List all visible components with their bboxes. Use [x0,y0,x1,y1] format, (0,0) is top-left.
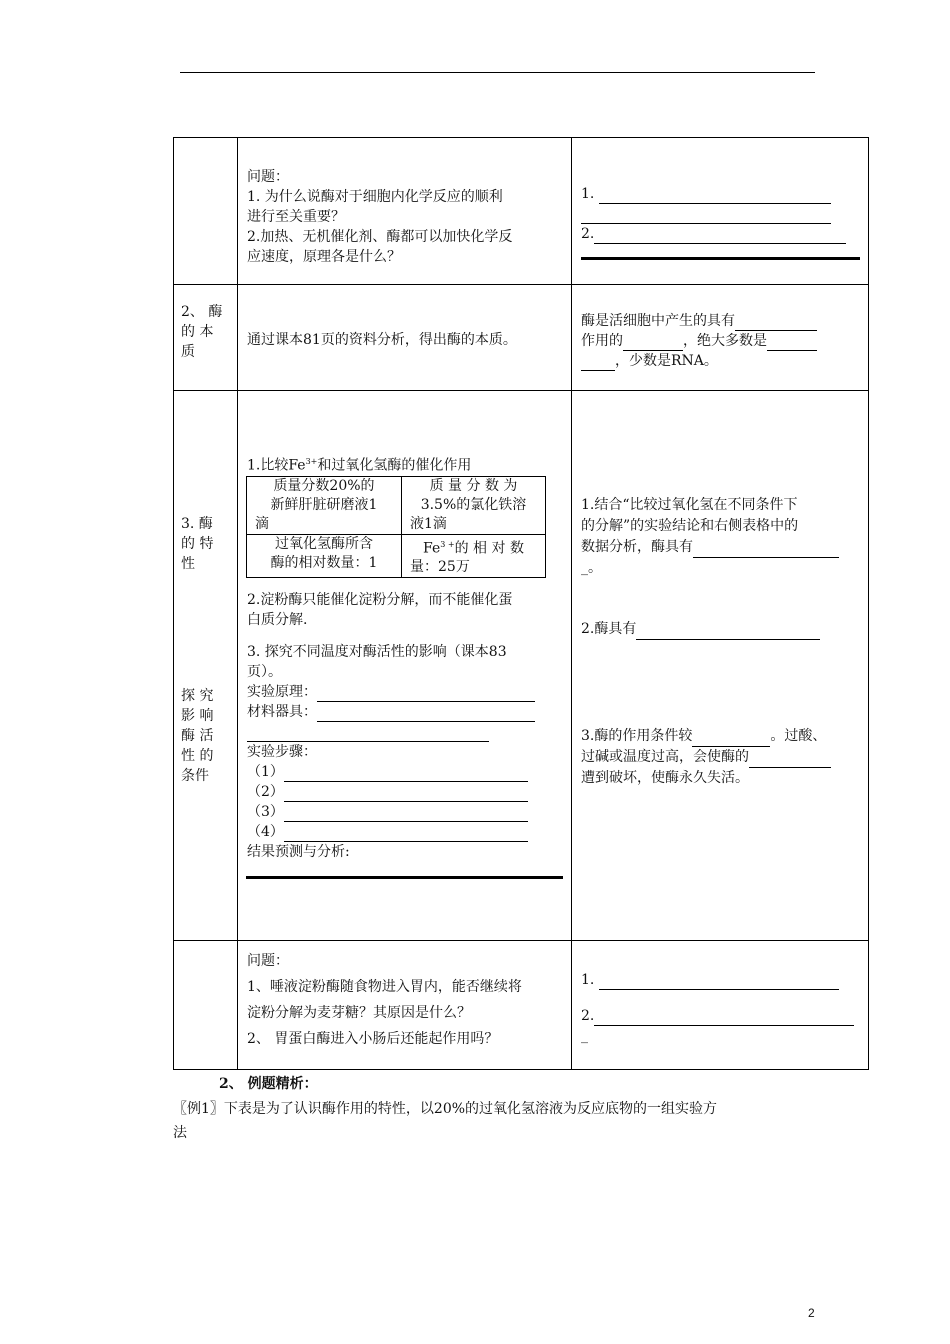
nature-text: 酶是活细胞中产生的具有 [581,313,735,329]
property-3-text: 过碱或温度过高，会使酶的 [581,749,749,765]
row3-experiment-cell [247,452,567,862]
property-1-blank[interactable] [693,557,839,558]
label-line: 的 特 [181,536,214,552]
row4-answer-cell [581,970,866,1046]
property-1-line1: 1.结合“比较过氧化氢在不同条件下 [581,497,798,513]
step-number: （2） [247,784,284,801]
step-number: （4） [247,824,284,841]
nature-blank-3[interactable] [767,350,817,351]
question-1-line1: 1. 为什么说酶对于细胞内化学反应的顺利 [247,189,503,205]
label-line: 性 [181,556,195,572]
answer-1-number: 1. [581,186,595,202]
nature-text: ，少数是RNA。 [615,353,718,369]
property-2-blank[interactable] [636,639,820,640]
answer-1-blank[interactable] [599,989,839,990]
item-2-line1: 2.淀粉酶只能催化淀粉分解，而不能催化蛋 [247,592,513,609]
question-2-line2: 应速度，原理各是什么？ [247,249,401,265]
step-number: （1） [247,764,284,781]
answer-2-end: _ [581,1028,588,1044]
nature-blank-4[interactable] [581,370,615,371]
question-1-line2: 进行至关重要？ [247,209,345,225]
result-label: 结果预测与分析: [247,844,350,861]
section-heading: 2、 例题精析： [219,1076,318,1092]
label-line: 条件 [181,768,209,784]
steps-label: 实验步骤： [247,744,317,761]
row1-thick-rule [581,257,860,260]
property-1-line3: 数据分析，酶具有 [581,539,693,555]
row2-label-cell [181,302,231,362]
property-3-text: 3.酶的作用条件较 [581,728,693,744]
nature-text: 作用的 [581,333,623,349]
row3-answer-cell [581,495,866,789]
comparison-cell-fe-count: $Fe^{3 +}$的 相 对 数 量：25万 [402,534,546,578]
answer-2-number: 2. [581,1008,595,1024]
question-title: 问题： [247,953,289,969]
row4-question-cell [247,948,567,1052]
label-line: 质 [181,344,195,360]
property-2-text: 2.酶具有 [581,621,637,637]
question-2-line1: 2.加热、无机催化剂、酶都可以加快化学反 [247,229,513,245]
label-line: 性 的 [181,748,214,764]
question-title: 问题： [247,169,289,185]
property-3-text: 遭到破坏，使酶永久失活。 [581,770,749,786]
example-line2: 法 [173,1125,187,1141]
comparison-cell-enzyme-count: 过氧化氢酶所含 酶的相对数量：1 [247,534,402,578]
answer-2-blank[interactable] [594,1025,854,1026]
page-number: 2 [808,1306,815,1320]
property-1-line2: 的分解”的实验结论和右侧表格中的 [581,518,799,534]
step-number: （3） [247,804,284,821]
comparison-cell-liver: 质量分数20%的 新鲜肝脏研磨液1 滴 [247,476,402,534]
answer-1-number: 1. [581,972,595,988]
label-line: 影 响 [181,708,214,724]
label-line: 酶 活 [181,728,214,744]
property-1-end: _。 [581,560,602,576]
header-rule [180,72,815,73]
row1-question-cell [247,167,567,267]
item-1-heading: 1.比较$Fe^{3+}$和过氧化氢酶的催化作用 [247,457,472,474]
materials-label: 材料器具： [247,704,317,721]
comparison-cell-fecl3: 质 量 分 数 为 3.5%的氯化铁溶 液1滴 [402,476,546,534]
item-3-line1: 3. 探究不同温度对酶活性的影响（课本83 [247,644,507,661]
question-1-line2: 淀粉分解为麦芽糖？其原因是什么？ [247,1005,471,1021]
property-3-blank-2[interactable] [749,767,831,768]
example-paragraph [173,1097,863,1145]
row2-answer-cell [581,311,866,371]
property-3-text: 。过酸、 [770,728,827,744]
result-thick-rule [246,876,563,879]
question-1-line1: 1、唾液淀粉酶随食物进入胃内，能否继续将 [247,979,522,995]
item-3-line2: 页）。 [247,664,282,681]
question-2: 2、 胃蛋白酶进入小肠后还能起作用吗？ [247,1031,499,1047]
row3-label-bottom [181,686,231,786]
answer-2-blank[interactable] [594,243,846,244]
answer-2-number: 2. [581,226,595,242]
principle-label: 实验原理： [247,684,317,701]
row1-answer-cell [581,184,866,244]
label-line: 的 本 [181,324,214,340]
label-line: 探 究 [181,688,214,704]
label-line: 2、 酶 [181,304,223,320]
item-2-line2: 白质分解. [247,612,308,629]
row2-instruction: 通过课本81页的资料分析，得出酶的本质。 [247,332,517,348]
comparison-table [246,476,546,579]
nature-text: ，绝大多数是 [683,333,767,349]
label-line: 3. 酶 [181,516,213,532]
example-line1: 〖例1〗下表是为了认识酶作用的特性，以20%的过氧化氢溶液为反应底物的一组实验方 [173,1101,718,1117]
row3-label-top [181,514,231,574]
